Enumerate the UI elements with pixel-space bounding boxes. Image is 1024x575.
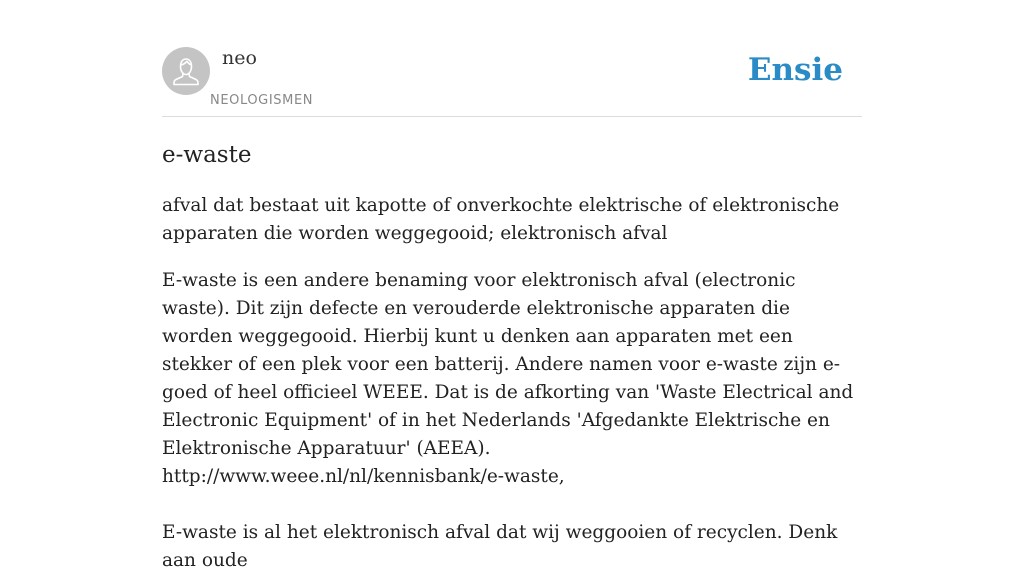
- paragraph-gap: [162, 491, 862, 519]
- avatar[interactable]: [162, 47, 210, 95]
- source-url: http://www.weee.nl/nl/kennisbank/e-waste,: [162, 466, 565, 487]
- example-paragraph: E-waste is al het elektronisch afval dat wij weggooien of recyclen. Denk aan oude: [162, 522, 838, 571]
- ensie-logo-link[interactable]: Ensie: [747, 52, 843, 88]
- user-silhouette-icon: [162, 47, 210, 95]
- example-paragraph: E-waste is een andere benaming voor elektronisch afval (electronic waste). Dit zijn defecte en verouderde elektronische apparaten die worden weggegooid. Hierbij kunt u denken aan apparaten met een stekker of een plek voor een batterij. Andere namen voor e-waste zijn e-goed of heel officieel WEEE. Dat is de afkorting van 'Waste Electrical and Electronic Equipment' of in het Nederlands 'Afgedankte Elektrische en Elektronische Apparatuur' (AEEA).: [162, 270, 854, 459]
- category-label[interactable]: NEOLOGISMEN: [210, 93, 314, 108]
- definition-card: [162, 0, 862, 571]
- example-text: [162, 267, 862, 575]
- word-title: e-waste: [162, 142, 252, 168]
- username[interactable]: neo: [222, 47, 257, 69]
- definition-text: afval dat bestaat uit kapotte of onverkochte elektrische of elektronische apparaten die worden weggegooid; elektronisch afval: [162, 195, 840, 244]
- card-header: [162, 0, 862, 117]
